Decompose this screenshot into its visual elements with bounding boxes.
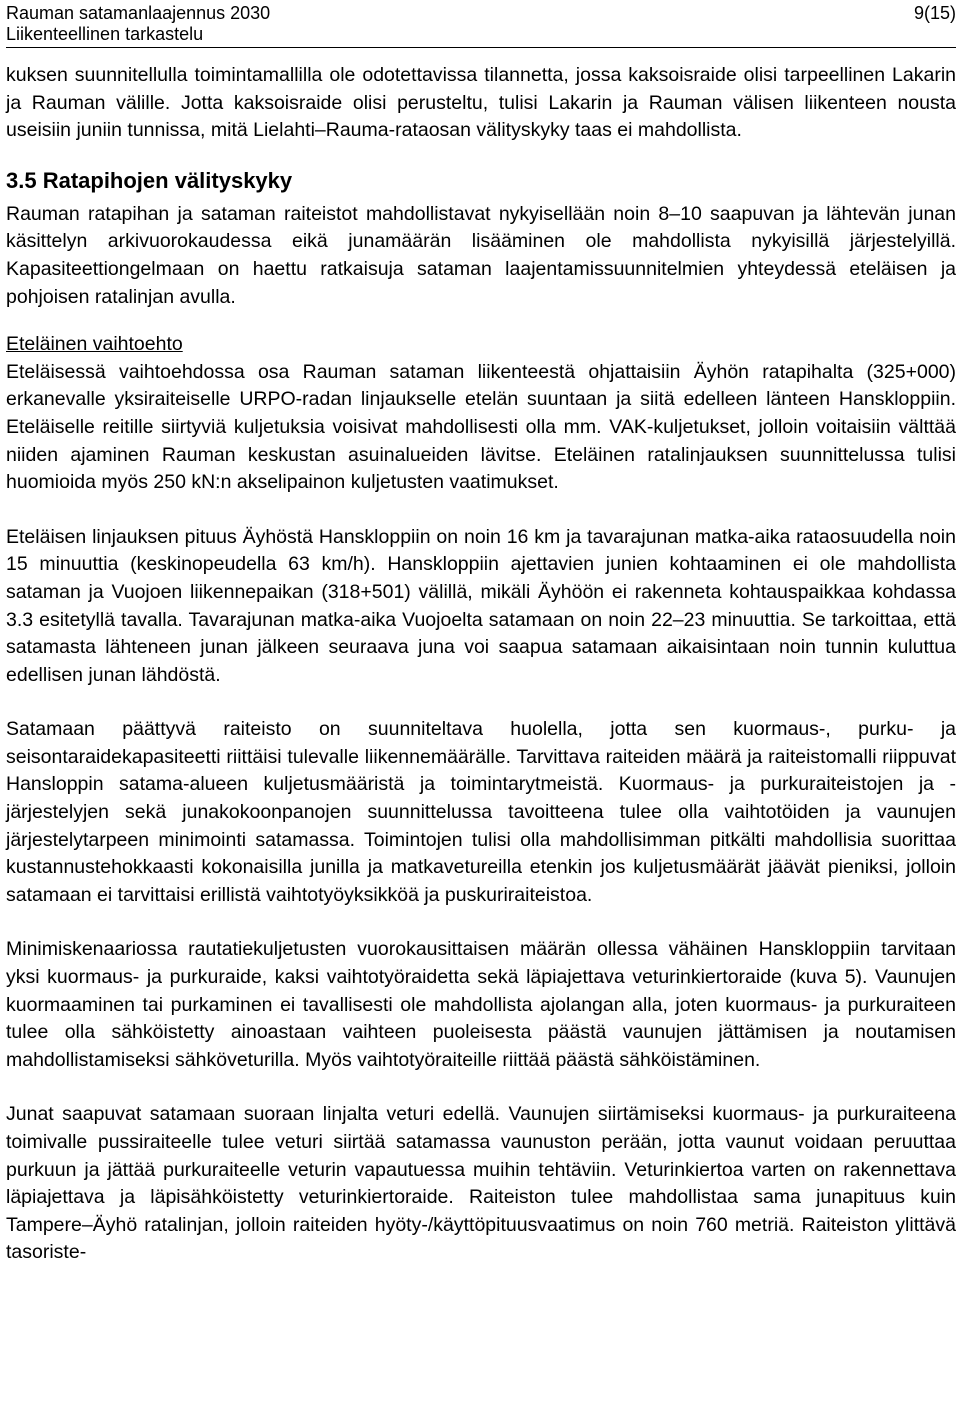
header-left [6,3,270,45]
document-body [6,62,956,1267]
intro-paragraph: kuksen suunnitellulla toimintamallilla ole odotettavissa tilannetta, jossa kaksoisraide olisi tarpeellinen Lakarin ja Rauman välille. Jotta kaksoisraide olisi perusteltu, tulisi Lakarin ja Rauman välisen liikenteen nousta useisiin juniin tunnissa, mitä Lielahti–Rauma-rataosan välityskyky taas ei mahdollista. [6,64,956,142]
south-paragraph-3: Satamaan päättyvä raiteisto on suunniteltava huolella, jotta sen kuormaus-, purku- ja seisontaraidekapasiteetti riittäisi tulevalle liikennemäärälle. Tarvittava raiteiden määrä ja raiteistomalli riippuvat Hansloppin satama-alueen kuljetusmääristä ja toimintarytmeistä. Kuormaus- ja purkuraiteistojen ja -järjestelyjen sekä junakokoonpanojen suunnittelussa tavoitteena tulee olla vaihtotöiden ja vaunujen järjestelytarpeen minimointi satamassa. Toimintojen tulisi olla mahdollisimman pitkälti mahdollisia suorittaa kustannustehokkaasti kokonaisilla junilla ja matkavetureilla etenkin jos kuljetusmäärät jäävät pieniksi, jolloin satamaan ei tarvittaisi erillistä vaihtotyöyksikköä ja puskuriraiteistoa. [6,718,956,906]
document-page [6,0,956,1267]
section-paragraph: Rauman ratapihan ja sataman raiteistot mahdollistavat nykyisellään noin 8–10 saapuvan ja lähtevän junan käsittelyn arkivuorokaudessa eikä junamäärän lisääminen ole mahdollista nykyisillä järjestelyillä. Kapasiteettiongelmaan on haettu ratkaisuja sataman laajentamissuunnitelmien yhteydessä eteläisen ja pohjoisen ratalinjan avulla. [6,202,956,308]
subheading: Eteläinen vaihtoehto [6,333,183,356]
page-header [6,0,956,48]
south-paragraph-4: Minimiskenaariossa rautatiekuljetusten vuorokausittaisen määrän ollessa vähäinen Hanskloppiin tarvitaan yksi kuormaus- ja purkuraide, kaksi vaihtotyöraidetta sekä läpiajettava veturinkiertoraide (kuva 5). Vaunujen kuormaaminen tai purkaminen ei tavallisesti ole mahdollista ajolangan alla, joten kuormaus- ja purkuraiteen tulee olla sähköistetty ainoastaan vaihteen puoleisesta päästä vaunujen jättämisen ja noutamisen mahdollistamiseksi sähköveturilla. Myös vaihtotyöraiteille riittää päästä sähköistäminen. [6,938,956,1071]
section-heading: 3.5 Ratapihojen välityskyky [6,167,293,193]
south-paragraph-5: Junat saapuvat satamaan suoraan linjalta veturi edellä. Vaunujen siirtämiseksi kuormaus- ja purkuraiteena toimivalle pussiraiteelle tulee veturi siirtää satamassa vaunuston perään, jotta vaunut voidaan peruuttaa purkuun ja jättää purkuraiteelle veturin vapautuessa muihin tehtäviin. Veturinkiertoa varten on rakennettava läpiajettava ja läpisähköistetty veturinkiertoraide. Raiteiston tulee mahdollistaa sama junapituus kuin Tampere–Äyhö ratalinjan, jolloin raiteiden hyöty-/käyttöpituusvaatimus on noin 760 metriä. Raiteiston ylittävä tasoriste- [6,1103,956,1264]
south-paragraph-1: Eteläisessä vaihtoehdossa osa Rauman sataman liikenteestä ohjattaisiin Äyhön ratapihalta (325+000) erkanevalle yksiraiteiselle URPO-radan linjaukselle etelän suuntaan ja siitä edelleen länteen Hanskloppiin. Eteläiselle reitille siirtyviä kuljetuksia voisivat mahdollisesti olla mm. VAK-kuljetukset, jolloin voitaisiin välttää niiden ajaminen Rauman keskustan asuinalueiden lävitse. Eteläinen ratalinjauksen suunnittelussa tulisi huomioida myös 250 kN:n akselipainon kuljetusten vaatimukset. [6,360,956,494]
page-number: 9(15) [913,3,956,23]
document-subtitle: Liikenteellinen tarkastelu [6,24,204,44]
document-title: Rauman satamanlaajennus 2030 [6,3,271,23]
south-paragraph-2: Eteläisen linjauksen pituus Äyhöstä Hanskloppiin on noin 16 km ja tavarajunan matka-aika rataosuudella noin 15 minuuttia (keskinopeudella 63 km/h). Hanskloppiin ajettavien junien kohtaaminen ei ole mahdollista sataman ja Vuojoen liikennepaikan (318+501) välillä, mikäli Äyhöön ei rakenneta kohtauspaikkaa kohdassa 3.3 esitetyllä tavalla. Tavarajunan matka-aika Vuojoelta satamaan on noin 22–23 minuuttia. Se tarkoittaa, että satamasta lähteneen junan jälkeen seuraava juna voi saapua satamaan aikaisintaan noin tunnin kuluttua edellisen junan lähdöstä. [6,525,956,686]
